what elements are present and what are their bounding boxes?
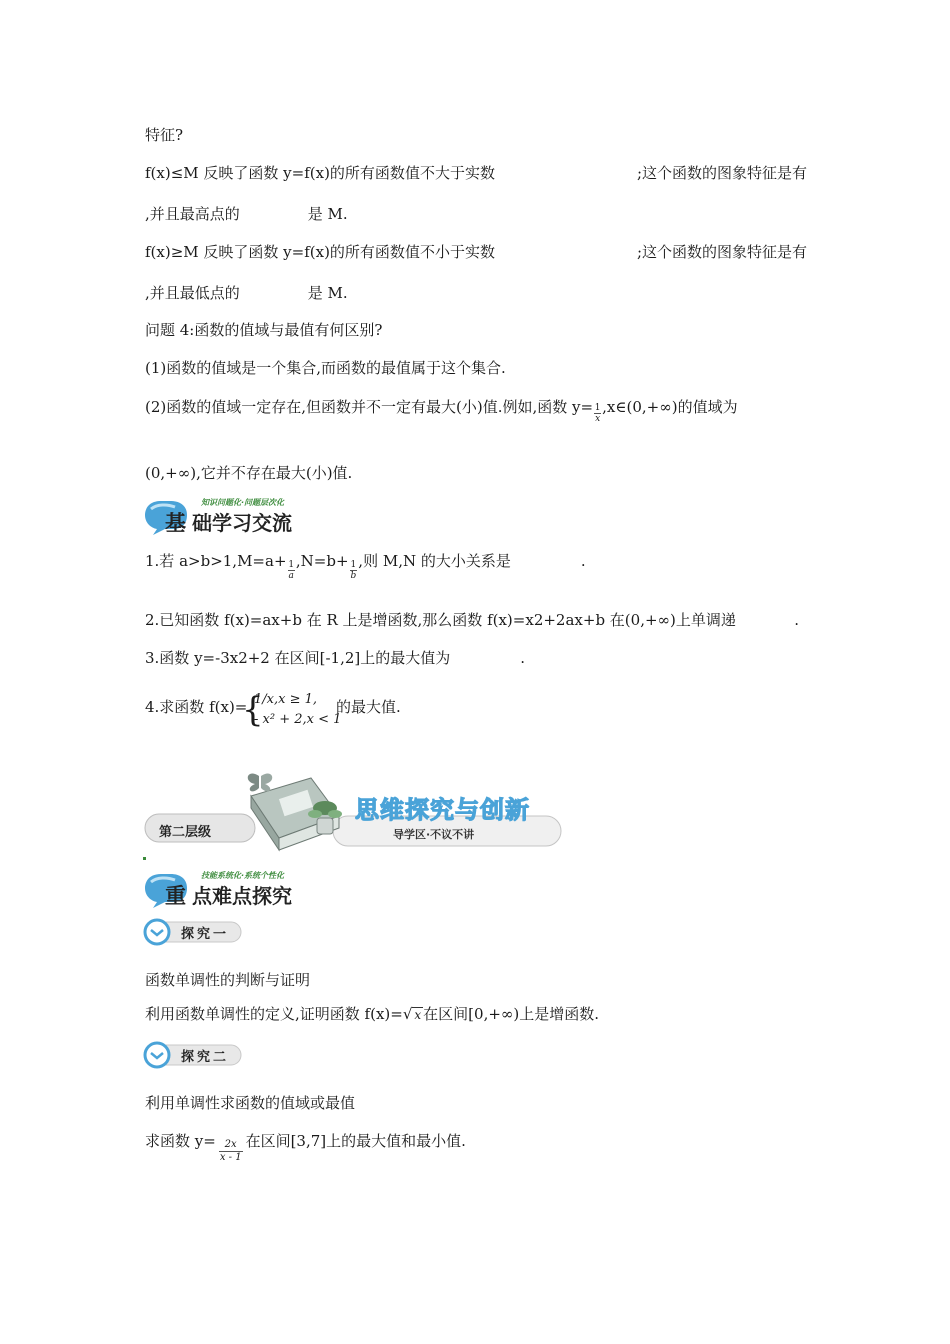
fraction-numerator: 1 (288, 560, 295, 570)
text-segment: ,x∈(0,+∞)的值域为 (602, 398, 738, 416)
exercise-4 (145, 697, 247, 717)
exercise-2 (145, 610, 799, 630)
fraction (594, 403, 601, 424)
section-subtitle: 知识问题化·问题层次化 (201, 498, 285, 507)
text-segment: 是 M. (307, 284, 348, 302)
text-segment: (2)函数的值域一定存在,但函数并不一定有最大(小)值.例如,函数 y= (145, 398, 594, 416)
piecewise-case: 1/x,x ≥ 1, (254, 692, 318, 707)
explore-1-tag (143, 918, 243, 946)
text-segment: 是 M. (307, 205, 348, 223)
text-segment: ;这个函数的图象特征是有 (636, 164, 807, 182)
section-title (165, 880, 292, 910)
text-line: (0,+∞),它并不存在最大(小)值. (145, 464, 353, 482)
text-segment: . (520, 649, 526, 667)
section-subtitle: 技能系统化·系统个性化 (201, 871, 285, 880)
level-two-banner (143, 768, 565, 860)
text-segment: ,则 M,N 的大小关系是 (358, 552, 511, 570)
section-title-rest: 点难点探究 (192, 884, 292, 908)
question-4: 问题 4:函数的值域与最值有何区别? (145, 321, 383, 339)
exercise-3 (145, 648, 525, 668)
text-segment: 求函数 y= (145, 1132, 216, 1150)
text-segment: ,并且最高点的 (145, 205, 240, 223)
fraction-numerator: 2x (224, 1139, 237, 1150)
exercise-4-tail: 的最大值. (336, 698, 401, 716)
text-segment: f(x)≥M 反映了函数 y=f(x)的所有函数值不小于实数 (145, 243, 495, 261)
fraction-numerator: 1 (350, 560, 357, 570)
fraction (350, 560, 358, 581)
text-segment: 3.函数 y=-3x2+2 在区间[-1,2]上的最大值为 (145, 649, 451, 667)
fraction-numerator: 1 (594, 403, 601, 413)
brace-glyph: { (242, 690, 264, 730)
fraction (288, 560, 295, 581)
explore-2-tag (143, 1041, 243, 1069)
section-title (165, 507, 292, 537)
section-header-basics (143, 495, 318, 537)
explore-tag-label: 探究一 (181, 927, 230, 942)
explore-1-text (145, 1004, 599, 1025)
square-root: √ x (402, 1005, 422, 1023)
text-line (145, 242, 807, 262)
text-line: (1)函数的值域是一个集合,而函数的最值属于这个集合. (145, 359, 506, 377)
fraction-denominator: a (288, 571, 294, 581)
exercise-1 (145, 551, 586, 581)
explore-2-heading: 利用单调性求函数的值域或最值 (145, 1094, 356, 1112)
text-segment: 在区间[3,7]上的最大值和最小值. (245, 1132, 466, 1150)
text-segment: 利用函数单调性的定义,证明函数 f(x)= (145, 1005, 403, 1023)
piecewise-case: - x² + 2,x < 1 (254, 712, 342, 727)
radicand: x (414, 1008, 422, 1022)
text-segment: 1.若 a>b>1,M=a+ (145, 552, 287, 570)
text-segment: ;这个函数的图象特征是有 (636, 243, 807, 261)
text-segment: ,并且最低点的 (145, 284, 240, 302)
green-dot (143, 857, 146, 860)
text-line: 特征? (145, 126, 184, 144)
section-title-first: 重 (165, 884, 186, 908)
text-segment: 在区间[0,+∞)上是增函数. (423, 1005, 600, 1023)
level-title: 思维探究与创新 (355, 796, 530, 824)
text-segment: f(x)≤M 反映了函数 y=f(x)的所有函数值不大于实数 (145, 164, 495, 182)
text-line (145, 283, 348, 303)
section-header-key-points (143, 868, 318, 910)
text-segment: 4.求函数 f(x)= (145, 698, 248, 716)
text-segment: . (794, 611, 799, 629)
fraction-denominator: x - 1 (219, 1152, 242, 1163)
text-line (145, 204, 348, 224)
piecewise-function (242, 690, 342, 738)
section-title-first: 基 (165, 511, 186, 535)
text-segment: . (580, 552, 586, 570)
fraction (219, 1139, 243, 1164)
level-subtitle: 导学区·不议不讲 (393, 828, 475, 841)
text-segment: 2.已知函数 f(x)=ax+b 在 R 上是增函数,那么函数 f(x)=x2+2ax+b 在(0,+∞)上单调递 (145, 611, 736, 629)
explore-2-text (145, 1131, 466, 1164)
text-line (145, 397, 807, 424)
explore-1-heading: 函数单调性的判断与证明 (145, 971, 311, 989)
text-line (145, 163, 807, 183)
text-segment: ,N=b+ (295, 552, 349, 570)
level-label: 第二层级 (159, 825, 212, 840)
text-segment (145, 397, 738, 424)
section-title-rest: 础学习交流 (192, 511, 292, 535)
explore-tag-label: 探究二 (181, 1050, 230, 1065)
fraction-denominator: b (350, 571, 357, 581)
fraction-denominator: x (595, 414, 601, 424)
